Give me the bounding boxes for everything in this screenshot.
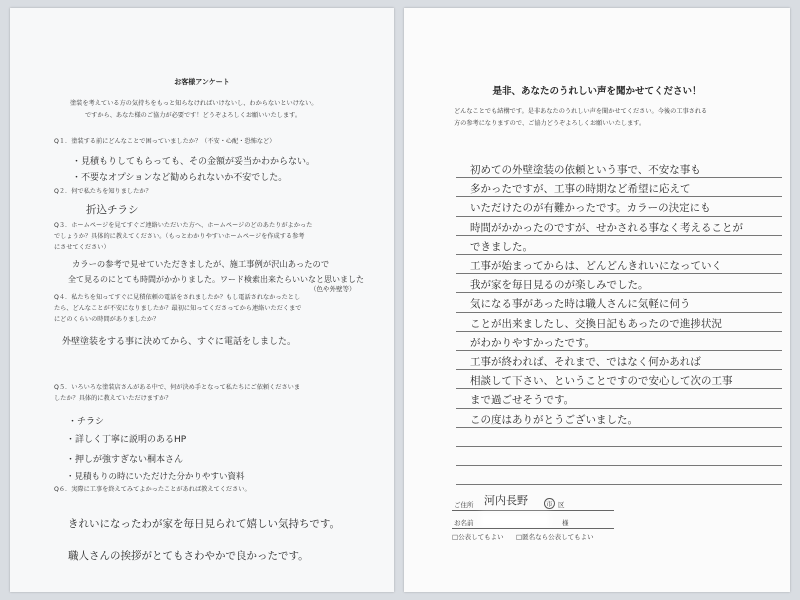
question-3-line-1: Q３．ホームページを見てすぐご連絡いただいた方へ、ホームページのどのあたりがよかった (54, 222, 313, 229)
comment-line: 気になる事があった時は職人さんに気軽に伺う (470, 298, 691, 311)
answer-1-line-1: ・見積もりしてもらっても、その金額が妥当かわからない。 (72, 157, 316, 167)
comment-line: 工事が始まってからは、どんどんきれいになっていく (470, 260, 722, 272)
comment-line: 相談して下さい、ということですので安心して次の工事 (470, 375, 733, 388)
survey-sheet-left (10, 8, 394, 592)
voice-intro-line-1: どんなことでも結構です。是非あなたのうれしい声を聞かせてください。今後の工事される (454, 108, 708, 115)
comment-line: まで過ごせそうです。 (470, 394, 575, 407)
comment-line: この度はありがとうございました。 (470, 413, 638, 426)
publish-anonymous-checkbox[interactable]: □匿名なら公表してもよい (516, 533, 594, 541)
answer-5-item-1: ・チラシ (68, 417, 105, 427)
answer-5-item-4: ・見積もりの時にいただけた分かりやすい資料 (66, 472, 245, 482)
answer-2: 折込チラシ (86, 204, 139, 216)
voice-intro-line-2: 方の参考になりますので、ご協力どうぞよろしくお願いいたします。 (454, 120, 646, 127)
intro-line-1: 塗装を考えている方の気持ちをもっと知らなければいけないし、わからないといけない。 (70, 100, 318, 107)
comment-line: 多かったですが、工事の時期など希望に応えて (470, 183, 691, 196)
question-5-line-2: したか？具体的に教えていただけますか？ (54, 395, 172, 402)
comment-rule (456, 350, 782, 351)
comment-rule (456, 254, 782, 255)
address-suffix-city: 市 (546, 500, 553, 508)
survey-title: お客様アンケート (174, 78, 230, 86)
comment-rule (456, 427, 782, 428)
comment-line: ことが出来ましたし、交換日記もあったので進捗状況 (470, 317, 722, 330)
comment-rule (456, 292, 782, 293)
answer-6-line-1: きれいになったわが家を毎日見られて嬉しい気持ちです。 (68, 518, 341, 530)
question-4-line-1: Q４．私たちを知ってすぐに見積依頼の電話をされましたか？もし電話されなかったとし (54, 294, 301, 301)
comment-rule (456, 446, 782, 447)
answer-4: 外壁塗装をする事に決めてから、すぐに電話をしました。 (62, 337, 297, 347)
comment-rule (456, 235, 782, 236)
comment-rule (456, 312, 782, 313)
comment-rule (456, 331, 782, 332)
comment-rule (456, 177, 782, 178)
comment-rule (456, 196, 782, 197)
comment-line: 我が家を毎日見るのが楽しみでした。 (470, 279, 649, 292)
comment-line: いただけたのが有難かったです。カラーの決定にも (470, 202, 711, 215)
name-label: お名前 (454, 519, 474, 527)
intro-line-2: ですから、あなた様のご協力が必要です！どうぞよろしくお願いいたします。 (85, 112, 302, 119)
survey-sheet-right (404, 8, 790, 592)
answer-3-note: （色や外壁等） (310, 285, 356, 293)
comment-rule (456, 216, 782, 217)
answer-3-line-2: 全て見るのにとても時間がかかりました。ワード検索出来たらいいなと思いました (68, 275, 364, 284)
comment-rule (456, 369, 782, 370)
question-3-line-2: でしょうか？具体的に教えてください。（もっとわかりやすいホームページを作成する参考 (54, 233, 305, 240)
name-suffix: 様 (562, 519, 569, 527)
publish-ok-checkbox[interactable]: □公表してもよい (452, 533, 504, 541)
voice-title: 是非、あなたのうれしい声を聞かせてください！ (492, 86, 702, 97)
address-value: 河内長野 (484, 494, 528, 507)
question-4-line-2: たら、どんなことが不安になりましたか？最初に知ってくださってから連絡いただくまで (54, 305, 302, 312)
answer-3-line-1: カラーの参考で見せていただきましたが、施工事例が沢山あったので (72, 259, 330, 269)
question-2: Q２．何で私たちを知りましたか？ (54, 188, 152, 195)
question-3-line-3: にさせてください） (54, 244, 110, 251)
name-redaction (480, 513, 550, 527)
name-underline (452, 528, 614, 529)
comment-line: できました。 (470, 240, 533, 253)
comment-rule (456, 484, 782, 485)
answer-5-item-2: ・詳しく丁寧に説明のあるHP (66, 435, 187, 445)
question-4-line-3: にどのくらいの時間がありましたか？ (54, 316, 160, 323)
comment-line: 時間がかかったのですが、せかされる事なく考えることが (470, 221, 743, 234)
comment-line: がわかりやすかったです。 (470, 336, 596, 349)
comment-line: 初めての外壁塗装の依頼という事で、不安な事も (470, 164, 701, 176)
address-suffix-ward: 区 (558, 501, 565, 509)
comment-rule (456, 388, 782, 389)
comment-rule (456, 273, 782, 274)
address-label: ご住所 (454, 501, 474, 509)
question-5-line-1: Q５．いろいろな塗装店さんがある中で、何が決め手となって私たちにご依頼くださいま (54, 384, 301, 391)
question-1: Q１．塗装する前にどんなことで困っていましたか？（不安・心配・恐怖など） (54, 138, 276, 145)
comment-rule (456, 408, 782, 409)
answer-1-line-2: ・不要なオプションなど勧められないか不安でした。 (72, 173, 288, 183)
address-underline (452, 510, 614, 511)
question-6: Q６．実際に工事を終えてみてよかったことがあれば教えてください。 (54, 486, 251, 493)
answer-6-line-2: 職人さんの挨拶がとてもさわやかで良かったです。 (68, 550, 309, 562)
comment-rule (456, 465, 782, 466)
answer-5-item-3: ・押しが強すぎない桐本さん (66, 455, 184, 465)
comment-line: 工事が終われば、それまで、ではなく何かあれば (470, 356, 701, 368)
